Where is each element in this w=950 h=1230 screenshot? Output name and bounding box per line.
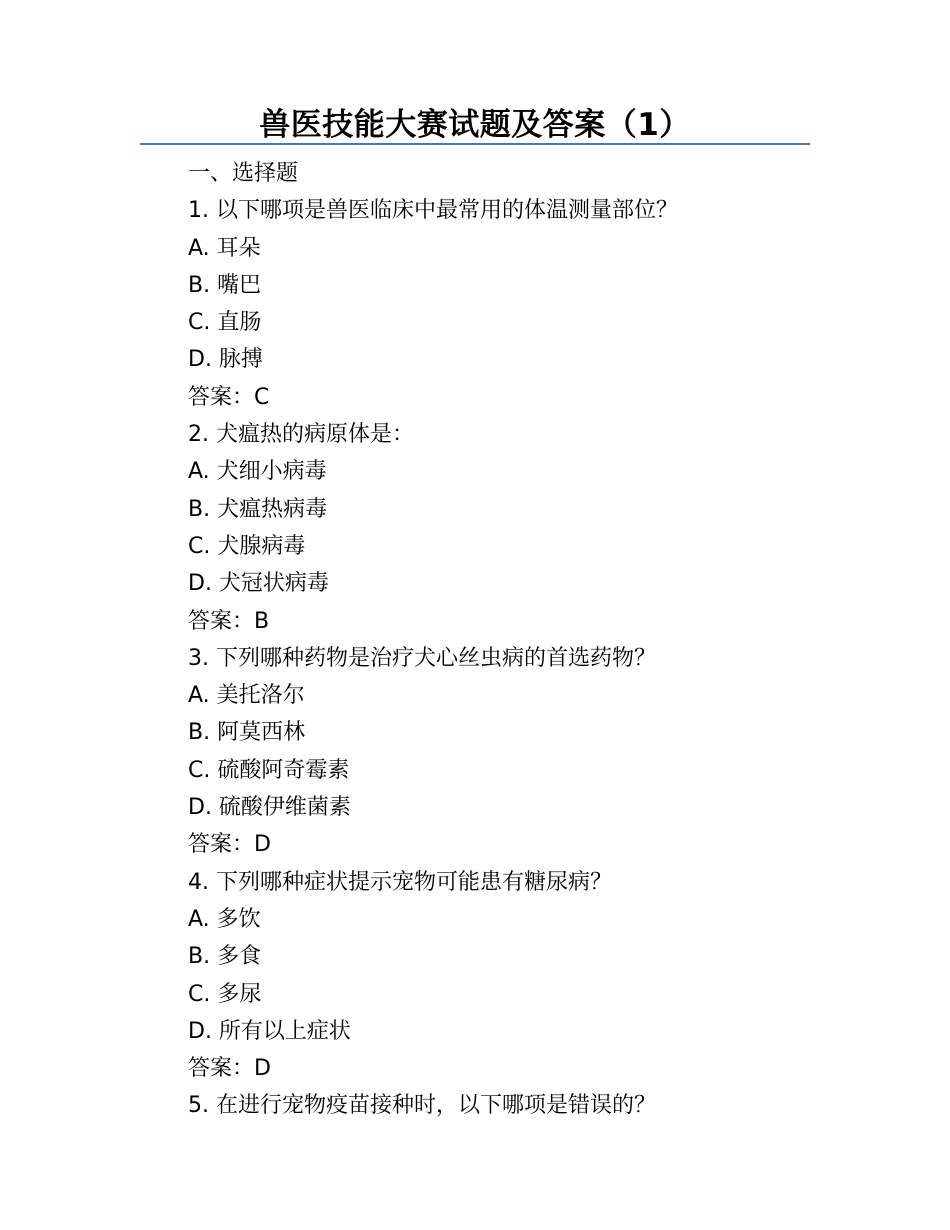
option-a: A. 多饮 bbox=[188, 906, 261, 932]
option-a: A. 美托洛尔 bbox=[188, 683, 305, 709]
title-underline bbox=[140, 103, 810, 145]
question-text: 1. 以下哪项是兽医临床中最常用的体温测量部位？ bbox=[188, 198, 678, 224]
option-b: B. 阿莫西林 bbox=[188, 720, 306, 746]
question-text: 5. 在进行宠物疫苗接种时，以下哪项是错误的？ bbox=[188, 1093, 656, 1119]
option-a: A. 耳朵 bbox=[188, 235, 261, 261]
answer-text: 答案：C bbox=[188, 384, 270, 410]
document-body bbox=[188, 155, 888, 1125]
answer-text: 答案：D bbox=[188, 832, 271, 858]
question-text: 2. 犬瘟热的病原体是： bbox=[188, 422, 414, 448]
option-b: B. 犬瘟热病毒 bbox=[188, 496, 328, 522]
option-b: B. 多食 bbox=[188, 944, 262, 970]
option-c: C. 犬腺病毒 bbox=[188, 533, 306, 559]
option-d: D. 脉搏 bbox=[188, 347, 263, 373]
question-text: 3. 下列哪种药物是治疗犬心丝虫病的首选药物？ bbox=[188, 645, 656, 671]
option-c: C. 硫酸阿奇霉素 bbox=[188, 757, 350, 783]
page-title: 兽医技能大赛试题及答案（1） bbox=[259, 107, 691, 143]
option-d: D. 硫酸伊维菌素 bbox=[188, 795, 351, 821]
answer-text: 答案：D bbox=[188, 1056, 271, 1082]
option-c: C. 直肠 bbox=[188, 310, 262, 336]
section-heading: 一、选择题 bbox=[188, 161, 299, 186]
question-text: 4. 下列哪种症状提示宠物可能患有糖尿病？ bbox=[188, 869, 612, 895]
option-d: D. 所有以上症状 bbox=[188, 1018, 351, 1044]
answer-text: 答案：B bbox=[188, 608, 270, 634]
option-d: D. 犬冠状病毒 bbox=[188, 571, 329, 597]
option-a: A. 犬细小病毒 bbox=[188, 459, 327, 485]
option-c: C. 多尿 bbox=[188, 981, 262, 1007]
option-b: B. 嘴巴 bbox=[188, 272, 262, 298]
